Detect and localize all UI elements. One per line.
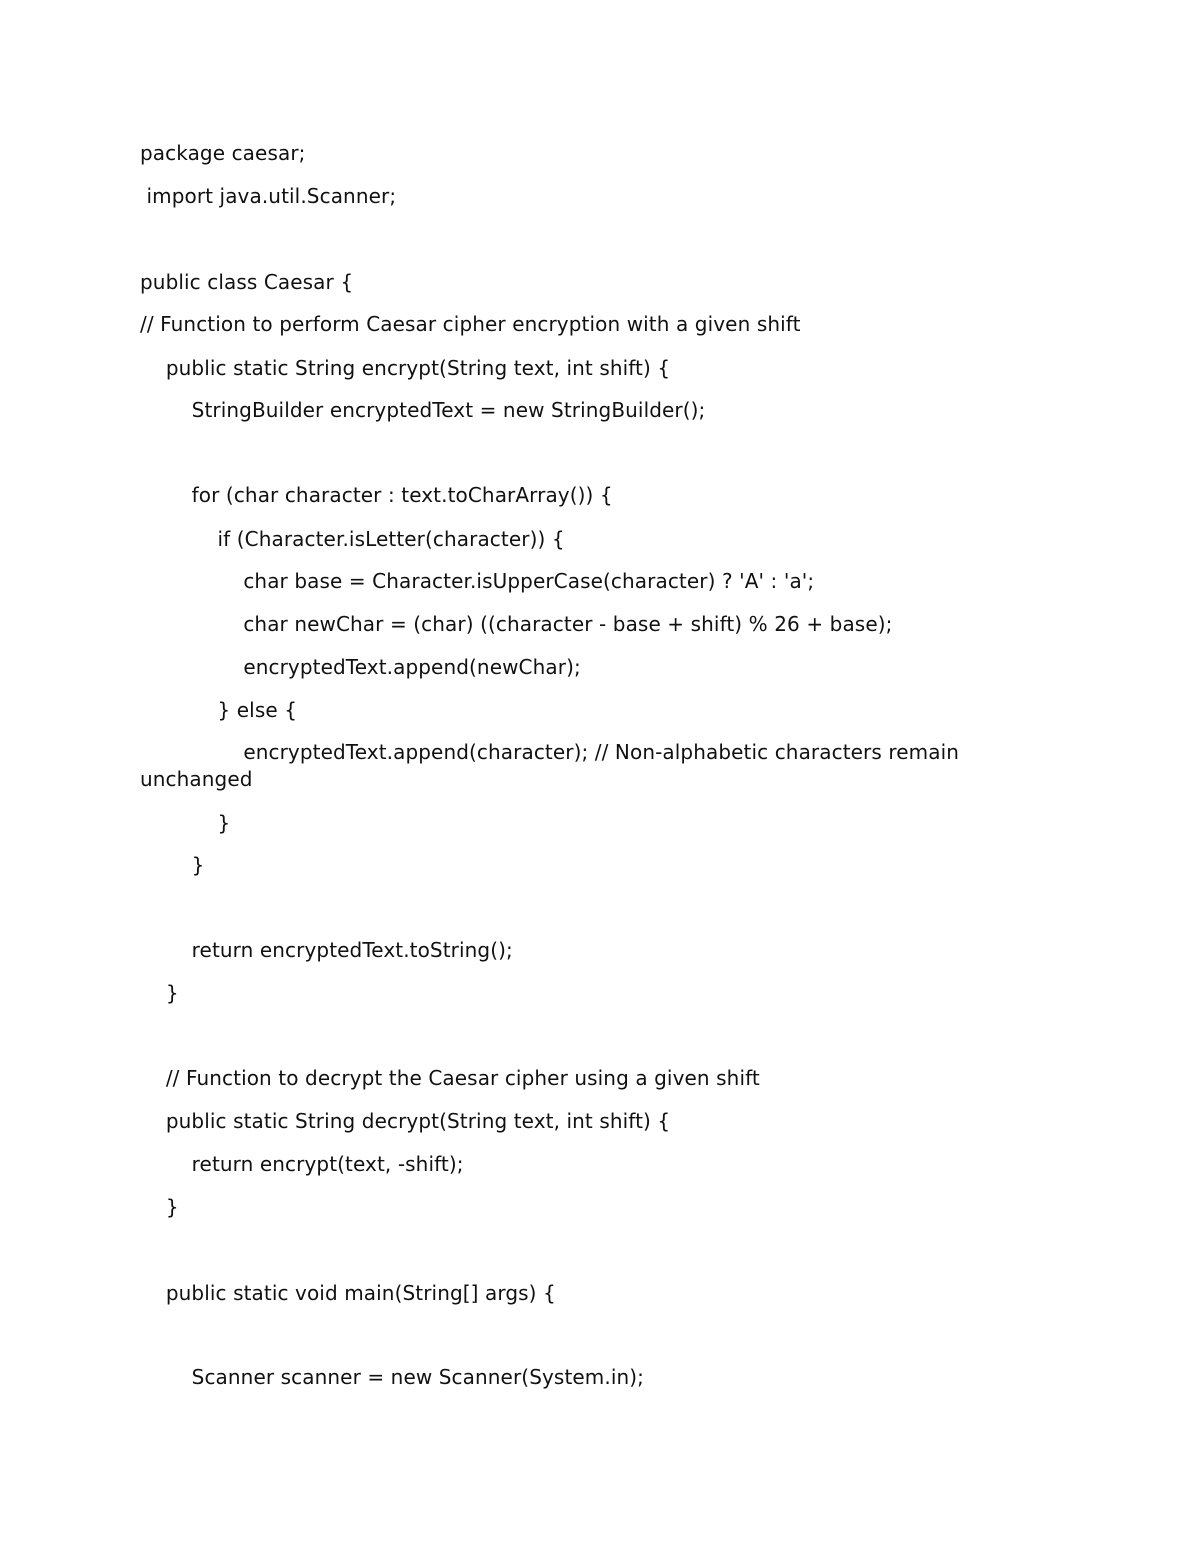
code-line: }	[140, 1195, 179, 1219]
code-line: public static String encrypt(String text, int shift) {	[140, 356, 671, 380]
code-line: for (char character : text.toCharArray()) {	[140, 483, 613, 507]
code-comment: // Function to decrypt the Caesar cipher using a given shift	[140, 1066, 760, 1090]
code-line: Scanner scanner = new Scanner(System.in);	[140, 1365, 645, 1389]
code-line: public static String decrypt(String text, int shift) {	[140, 1109, 671, 1133]
code-line: encryptedText.append(newChar);	[140, 655, 581, 679]
code-line: }	[140, 981, 179, 1005]
code-line: encryptedText.append(character); // Non-alphabetic characters remain unchanged	[140, 740, 960, 791]
code-line: import java.util.Scanner;	[140, 184, 397, 208]
code-line: public static void main(String[] args) {	[140, 1281, 556, 1305]
code-line: public class Caesar {	[140, 270, 354, 294]
code-line: } else {	[140, 698, 298, 722]
code-line: }	[140, 811, 231, 835]
code-line: char newChar = (char) ((character - base + shift) % 26 + base);	[140, 612, 893, 636]
code-line: package caesar;	[140, 141, 306, 165]
code-line: char base = Character.isUpperCase(character) ? 'A' : 'a';	[140, 569, 815, 593]
code-line: StringBuilder encryptedText = new StringBuilder();	[140, 398, 706, 422]
code-line: return encrypt(text, -shift);	[140, 1152, 464, 1176]
code-comment: // Function to perform Caesar cipher encryption with a given shift	[140, 312, 801, 336]
code-line: }	[140, 853, 205, 877]
code-line: if (Character.isLetter(character)) {	[140, 527, 565, 551]
code-line: return encryptedText.toString();	[140, 938, 513, 962]
